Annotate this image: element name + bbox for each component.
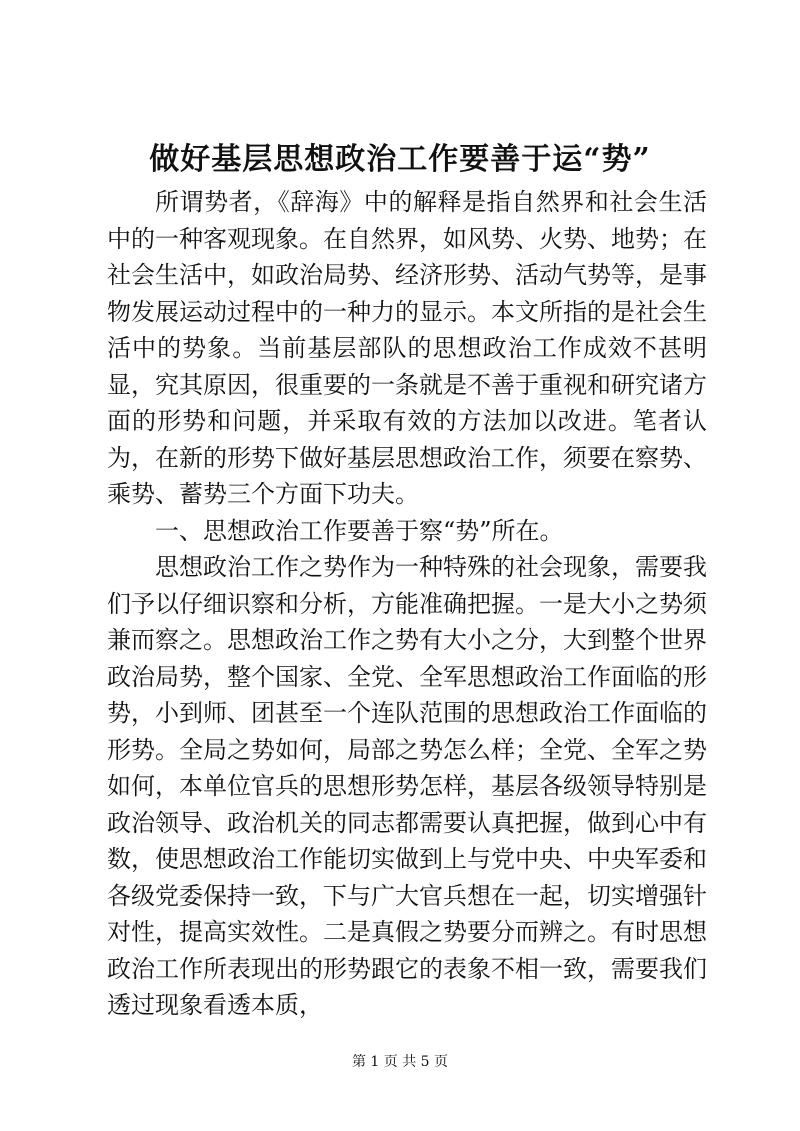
page-footer: 第 1 页 共 5 页 — [351, 1054, 449, 1070]
paragraph-intro: 所谓势者，《辞海》中的解释是指自然界和社会生活中的一种客观现象。在自然界，如风势、火势、地势；在社会生活中，如政治局势、经济形势、活动气势等，是事物发展运动过程中的一种力的显示。本文所指的是社会生活中的势象。当前基层部队的思想政治工作成效不甚明显，究其原因，很重要的一条就是不善于重视和研究诸方面的形势和问题，并采取有效的方法加以改进。笔者认为，在新的形势下做好基层思想政治工作，须要在察势、乘势、蓄势三个方面下功夫。 — [107, 188, 707, 508]
section-heading-1: 一、思想政治工作要善于察“势”所在。 — [155, 516, 564, 545]
document-title: 做好基层思想政治工作要善于运“势” — [149, 142, 651, 177]
paragraph-section-1: 思想政治工作之势作为一种特殊的社会现象，需要我们予以仔细识察和分析，方能准确把握。一是大小之势须兼而察之。思想政治工作之势有大小之分，大到整个世界政治局势，整个国家、全党、全军思想政治工作面临的形势，小到师、团甚至一个连队范围的思想政治工作面临的形势。全局之势如何，局部之势怎么样；全党、全军之势如何，本单位官兵的思想形势怎样，基层各级领导特别是政治领导、政治机关的同志都需要认真把握，做到心中有数，使思想政治工作能切实做到上与党中央、中央军委和各级党委保持一致，下与广大官兵想在一起，切实增强针对性，提高实效性。二是真假之势要分而辨之。有时思想政治工作所表现出的形势跟它的表象不相一致，需要我们透过现象看透本质， — [107, 553, 707, 1019]
document-body — [107, 184, 707, 1024]
